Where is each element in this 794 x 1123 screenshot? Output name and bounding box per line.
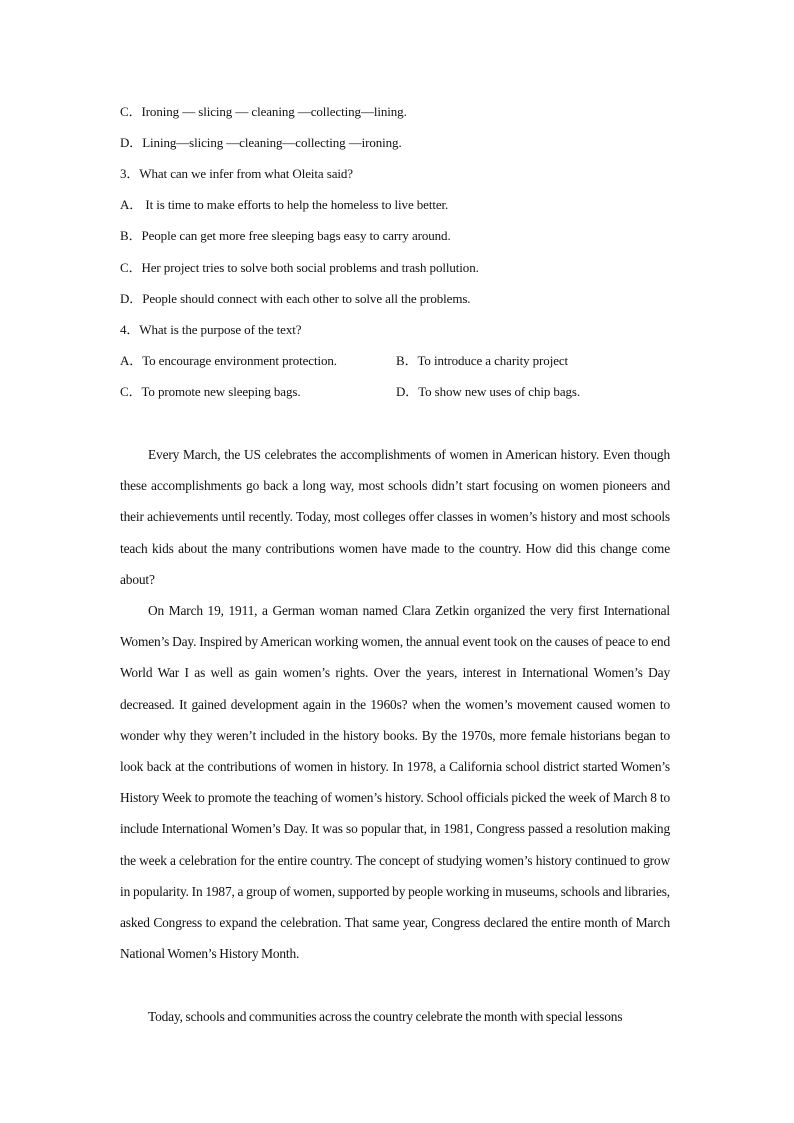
question-3-stem: 3．What can we infer from what Oleita said? bbox=[120, 166, 353, 181]
question-3-option-d: D．People should connect with each other to solve all the problems. bbox=[120, 291, 471, 306]
question-4-option-d: D．To show new uses of chip bags. bbox=[396, 384, 581, 399]
question-4-stem: 4．What is the purpose of the text? bbox=[120, 322, 302, 337]
question-4-option-c: C．To promote new sleeping bags. bbox=[120, 384, 301, 399]
question-4-option-b: B．To introduce a charity project bbox=[396, 353, 569, 368]
question-3-option-a: A． It is time to make efforts to help the homeless to live better. bbox=[120, 197, 449, 212]
question-4-option-a: A．To encourage environment protection. bbox=[120, 353, 337, 368]
question-2-option-d: D．Lining—slicing —cleaning—collecting —ironing. bbox=[120, 135, 402, 150]
question-3-option-c: C．Her project tries to solve both social problems and trash pollution. bbox=[120, 260, 479, 275]
passage-paragraph-1: Every March, the US celebrates the accomplishments of women in American history. Even though these accomplishments go back a long way, most schools didn’t start focusing on women pioneers and their achievements until recently. Today, most colleges offer classes in women’s history and most schools teach kids about the many contributions women have made to the country. How did this change come about? bbox=[120, 447, 670, 587]
passage-paragraph-3: Today, schools and communities across the country celebrate the month with special lessons bbox=[148, 1009, 623, 1024]
passage-paragraph-2: On March 19, 1911, a German woman named Clara Zetkin organized the very first International Women’s Day. Inspired by American working women, the annual event took on the causes of peace to end World War I as well as gain women’s rights. Over the years, interest in International Women’s Day decreased. It gained development again in the 1960s? when the women’s movement caused women to wonder why they weren’t included in the history books. By the 1970s, more female historians began to look back at the contributions of women in history. In 1978, a California school district started Women’s History Week to promote the teaching of women’s history. School officials picked the week of March 8 to include International Women’s Day. It was so popular that, in 1981, Congress passed a resolution making the week a celebration for the entire country. The concept of studying women’s history continued to grow in popularity. In 1987, a group of women, supported by people working in museums, schools and libraries, asked Congress to expand the celebration. That same year, Congress declared the entire month of March National Women’s History Month. bbox=[120, 603, 670, 962]
question-3-option-b: B．People can get more free sleeping bags easy to carry around. bbox=[120, 228, 451, 243]
question-2-option-c: C．Ironing — slicing — cleaning —collecting—lining. bbox=[120, 104, 407, 119]
